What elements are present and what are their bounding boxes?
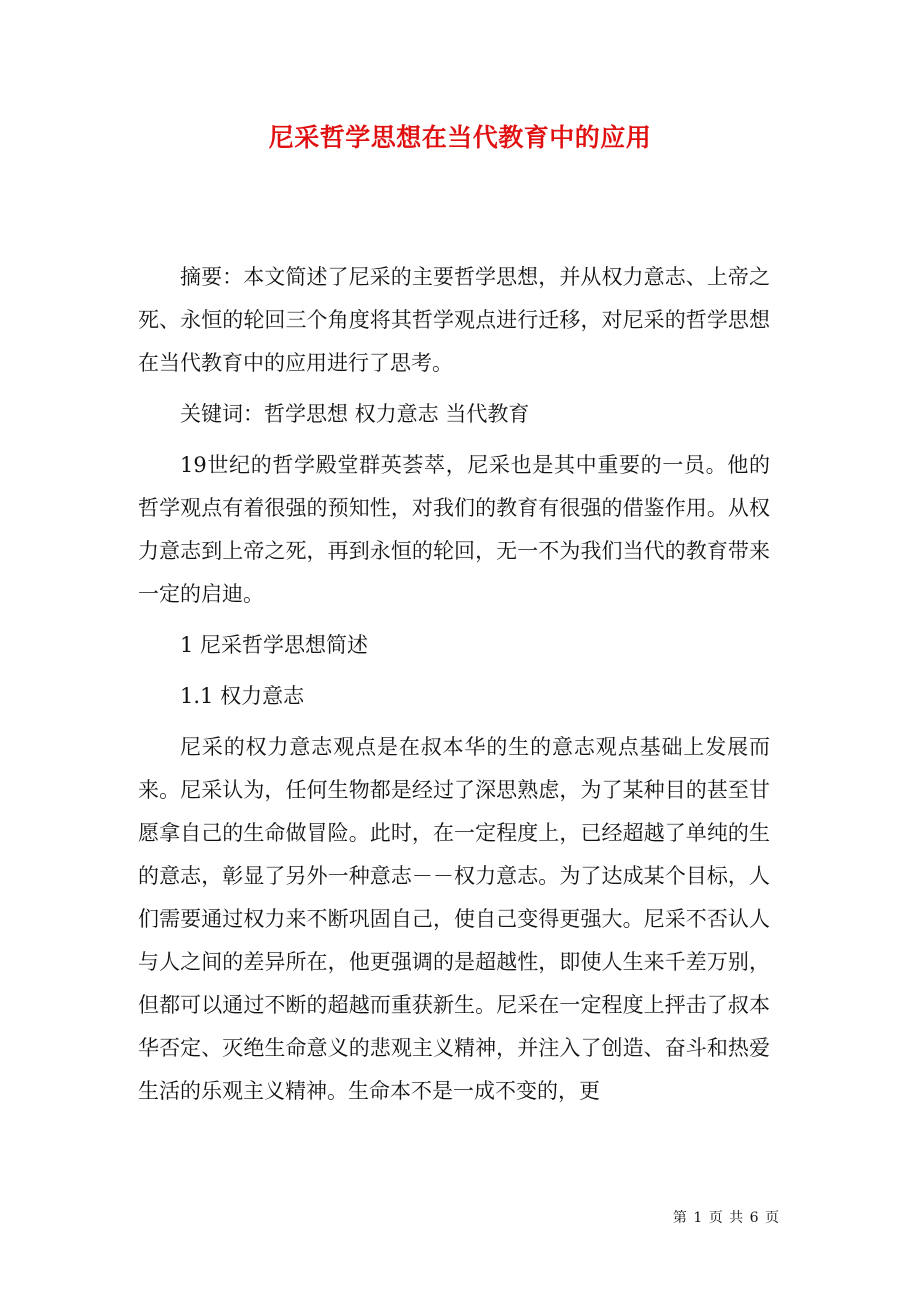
page-number-footer: 第 1 页 共 6 页	[672, 1210, 780, 1226]
subsection-heading: 1.1 权力意志	[180, 684, 305, 708]
abstract-paragraph: 摘要：本文简述了尼采的主要哲学思想，并从权力意志、上帝之死、永恒的轮回三个角度将其哲学观点进行迁移，对尼采的哲学思想在当代教育中的应用进行了思考。	[138, 265, 770, 375]
section-heading: 1 尼采哲学思想简述	[180, 633, 369, 657]
document-body	[138, 256, 770, 1121]
subsection-body-paragraph: 尼采的权力意志观点是在叔本华的生的意志观点基础上发展而来。尼采认为，任何生物都是经过了深思熟虑，为了某种目的甚至甘愿拿自己的生命做冒险。此时，在一定程度上，已经超越了单纯的生的意志，彰显了另外一种意志－－权力意志。为了达成某个目标，人们需要通过权力来不断巩固自己，使自己变得更强大。尼采不否认人与人之间的差异所在，他更强调的是超越性，即使人生来千差万别，但都可以通过不断的超越而重获新生。尼采在一定程度上抨击了叔本华否定、灭绝生命意义的悲观主义精神，并注入了创造、奋斗和热爱生活的乐观主义精神。生命本不是一成不变的，更	[138, 735, 770, 1103]
keywords-paragraph: 关键词：哲学思想 权力意志 当代教育	[180, 402, 530, 426]
document-title: 尼采哲学思想在当代教育中的应用	[268, 123, 652, 152]
intro-paragraph: 19世纪的哲学殿堂群英荟萃，尼采也是其中重要的一员。他的哲学观点有着很强的预知性，对我们的教育有很强的借鉴作用。从权力意志到上帝之死，再到永恒的轮回，无一不为我们当代的教育带来一定的启迪。	[138, 453, 770, 606]
